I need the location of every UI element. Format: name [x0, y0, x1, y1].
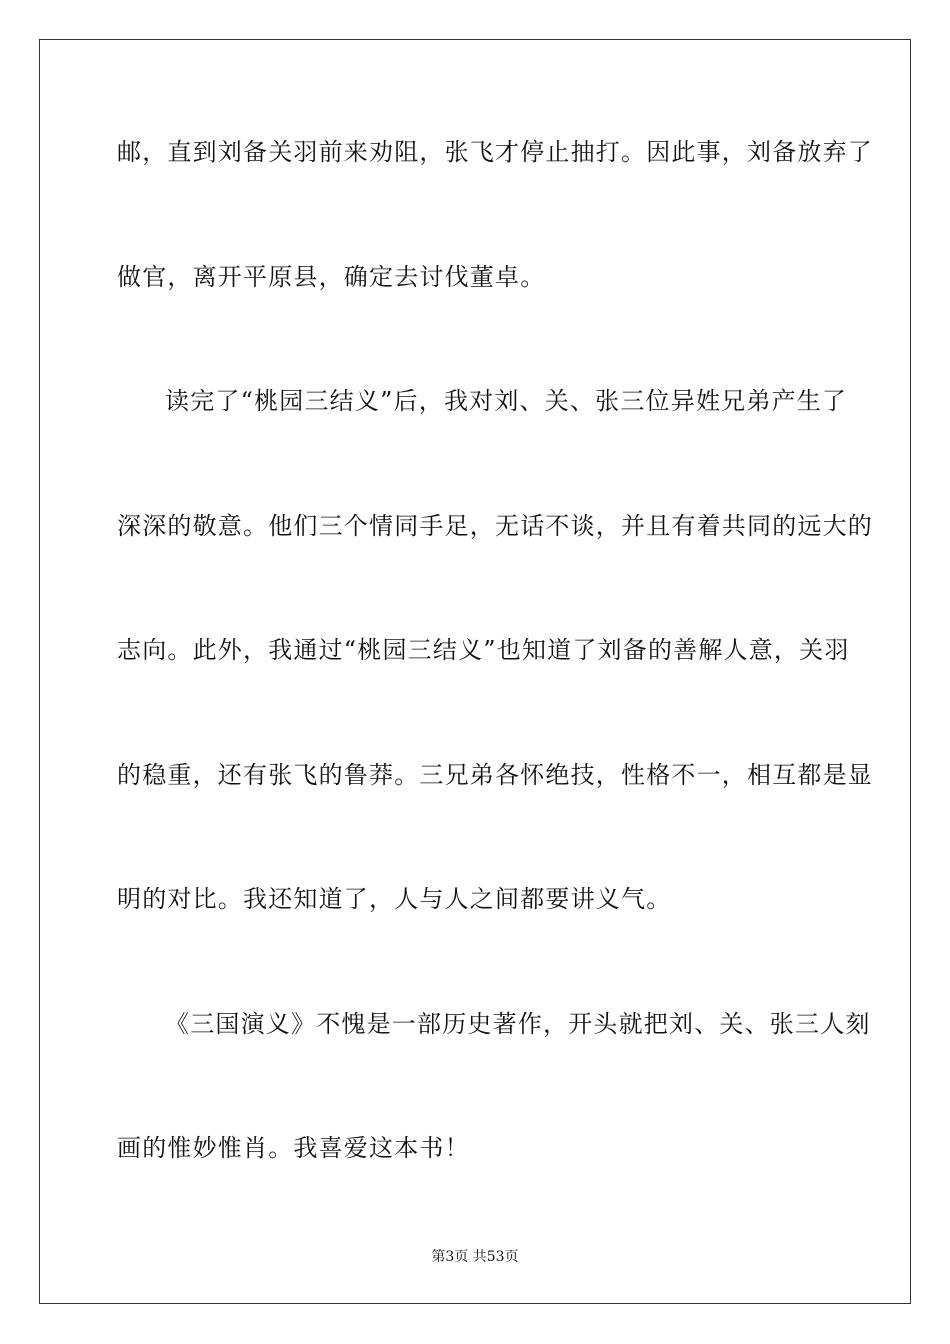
body-line-2: 做官，离开平原县，确定去讨伐董卓。 [117, 263, 546, 291]
paragraph-2-first-line: 读完了“桃园三结义”后，我对刘、关、张三位异姓兄弟产生了 [165, 387, 848, 415]
body-line-1: 邮，直到刘备关羽前来劝阻，张飞才停止抽打。因此事，刘备放弃了 [117, 138, 873, 166]
paragraph-3-first-line: 《三国演义》不愧是一部历史著作，开头就把刘、关、张三人刻 [165, 1010, 871, 1038]
body-line-7: 明的对比。我还知道了，人与人之间都要讲义气。 [117, 885, 672, 913]
page-footer: 第3页 共53页 [431, 1249, 519, 1265]
body-line-5: 志向。此外，我通过“桃园三结义”也知道了刘备的善解人意，关羽 [117, 636, 850, 664]
page-border [39, 39, 911, 1304]
body-line-9: 画的惟妙惟肖。我喜爱这本书！ [117, 1134, 470, 1162]
body-line-4: 深深的敬意。他们三个情同手足，无话不谈，并且有着共同的远大的 [117, 512, 873, 540]
body-line-6: 的稳重，还有张飞的鲁莽。三兄弟各怀绝技，性格不一，相互都是显 [117, 761, 873, 789]
